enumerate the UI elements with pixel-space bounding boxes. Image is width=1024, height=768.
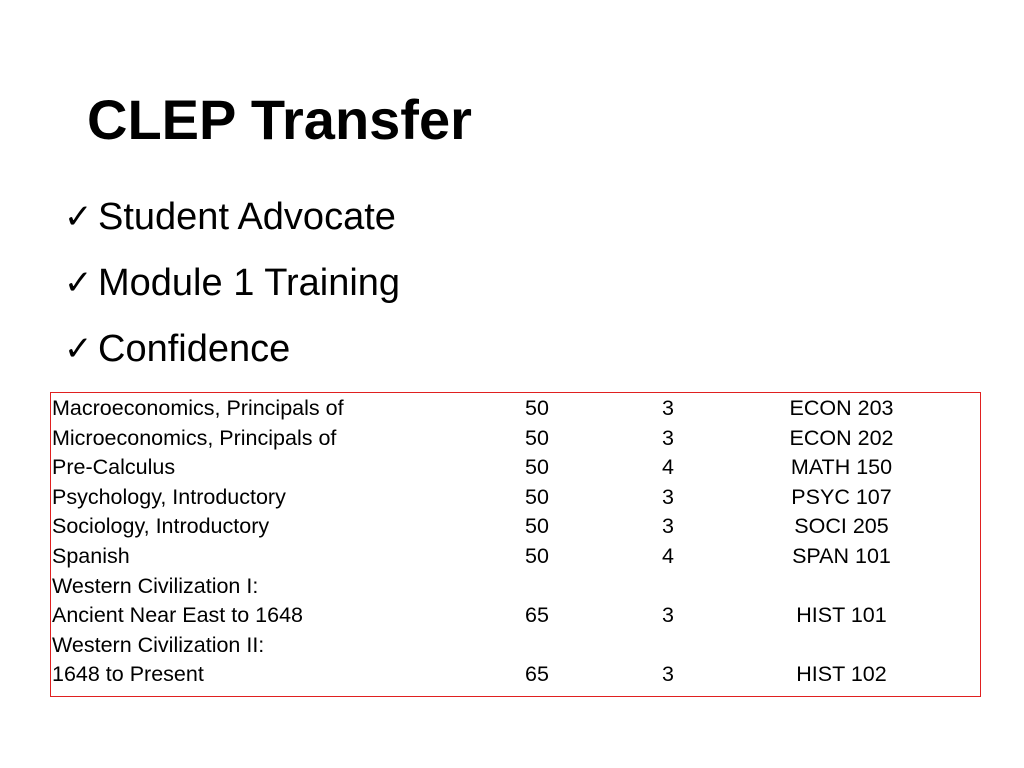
cell-score: 50 (525, 484, 549, 509)
cell-score: 65 (525, 662, 549, 687)
cell-course: ECON 203 (789, 396, 894, 420)
cell-credits: 4 (662, 455, 674, 480)
table-row (52, 660, 939, 690)
cell-credits: 3 (662, 603, 674, 628)
cell-course: PSYC 107 (791, 484, 892, 509)
cell-credits: 3 (662, 662, 674, 687)
cell-credits: 3 (662, 514, 674, 539)
cell-subject: Western Civilization II: (52, 632, 265, 657)
cell-course: SPAN 101 (792, 543, 891, 568)
cell-course: SOCI 205 (794, 514, 889, 539)
clep-table-body (52, 394, 939, 690)
cell-credits: 3 (662, 484, 674, 509)
clep-table-frame (50, 392, 981, 697)
cell-subject: Western Civilization I: (52, 573, 259, 598)
table-row (52, 424, 939, 454)
table-row (52, 512, 939, 542)
slide-title: CLEP Transfer (87, 88, 472, 151)
table-row (52, 631, 939, 661)
cell-course: ECON 202 (789, 425, 894, 450)
table-row (52, 542, 939, 572)
cell-course (744, 631, 939, 661)
table-row (52, 453, 939, 483)
table-row (52, 601, 939, 631)
check-icon: ✓ (64, 330, 93, 368)
cell-subject: 1648 to Present (52, 662, 204, 687)
cell-score: 50 (525, 396, 549, 420)
bullet-item (64, 316, 400, 382)
bullet-text: Student Advocate (98, 195, 396, 238)
cell-score: 50 (525, 543, 549, 568)
cell-credits: 4 (662, 543, 674, 568)
bullet-text: Confidence (98, 327, 291, 370)
cell-score: 50 (525, 514, 549, 539)
bullet-text: Module 1 Training (98, 261, 401, 304)
cell-subject: Microeconomics, Principals of (52, 425, 337, 450)
table-row (52, 483, 939, 513)
cell-credits: 3 (662, 425, 674, 450)
bullet-item (64, 250, 400, 316)
table-row (52, 572, 939, 602)
cell-score: 50 (525, 425, 549, 450)
cell-course: MATH 150 (790, 455, 893, 480)
cell-subject: Macroeconomics, Principals of (52, 396, 344, 420)
bullet-item (64, 184, 400, 250)
check-icon: ✓ (64, 264, 93, 302)
cell-credits (592, 631, 744, 661)
cell-subject: Pre-Calculus (52, 455, 176, 480)
cell-course: HIST 101 (796, 603, 887, 628)
cell-subject: Ancient Near East to 1648 (52, 603, 303, 628)
cell-subject: Psychology, Introductory (52, 484, 286, 509)
table-row (52, 394, 939, 424)
cell-score: 50 (525, 455, 549, 480)
cell-score (482, 572, 592, 602)
cell-credits: 3 (662, 396, 674, 420)
cell-course (744, 572, 939, 602)
cell-score (482, 631, 592, 661)
cell-credits (592, 572, 744, 602)
cell-subject: Sociology, Introductory (52, 514, 270, 539)
bullet-list (64, 184, 400, 382)
cell-score: 65 (525, 603, 549, 628)
clep-table (52, 394, 939, 690)
cell-subject: Spanish (52, 543, 130, 568)
check-icon: ✓ (64, 198, 93, 236)
cell-course: HIST 102 (796, 662, 887, 687)
